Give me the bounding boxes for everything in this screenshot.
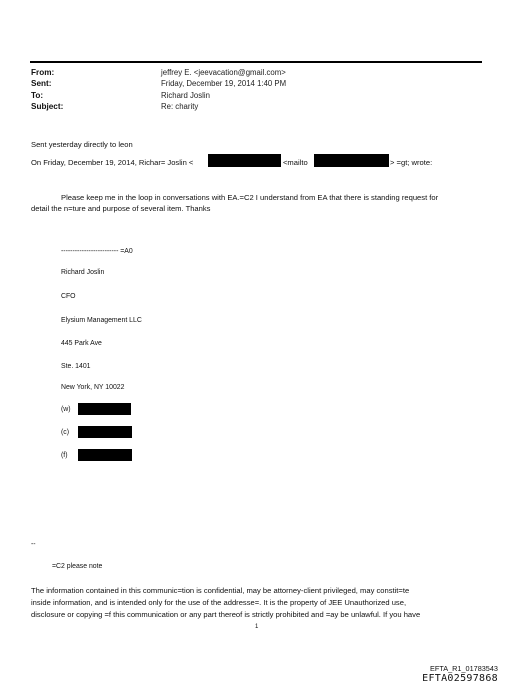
disclaimer-line-3: disclosure or copying =f this communication or any part thereof is strictly prohibited and =ay be unlawful. If you have (31, 610, 421, 619)
redaction-box (78, 403, 131, 415)
sent-value: Friday, December 19, 2014 1:40 PM (161, 79, 287, 88)
signature-name: Richard Joslin (61, 269, 105, 276)
page-number: 1 (255, 624, 259, 630)
cell-phone-label: (c) (61, 429, 70, 436)
efta-id: EFTA02597868 (422, 673, 498, 684)
subject-label: Subject: (31, 102, 64, 111)
fax-label: (f) (61, 452, 68, 459)
subject-value: Re: charity (161, 102, 199, 111)
disclaimer-line-2: inside information, and is intended only for the use of the addresse=. It is the property of JEE Unauthorized use, (31, 598, 407, 607)
message-line-2: detail the n=ture and purpose of several item. Thanks (31, 204, 211, 213)
from-label: From: (31, 68, 55, 77)
to-label: To: (31, 91, 44, 100)
signature-separator: ------------------------- =A0 (61, 248, 133, 255)
disclaimer-line-1: The information contained in this communic=tion is confidential, may be attorney-client privileged, may constit=te (31, 586, 410, 595)
efta-r1-id: EFTA_R1_01783543 (429, 664, 498, 673)
signature-address-line-2: Ste. 1401 (61, 363, 91, 370)
quote-intro-end: > =gt; wrote: (390, 158, 433, 167)
signature-company: Elysium Management LLC (61, 317, 142, 324)
work-phone-label: (w) (61, 406, 71, 413)
redaction-box (208, 154, 281, 167)
redaction-box (78, 426, 132, 438)
signature-address-line-1: 445 Park Ave (61, 340, 102, 347)
quote-intro-start: On Friday, December 19, 2014, Richar= Joslin < (31, 158, 194, 167)
to-value: Richard Joslin (161, 91, 210, 100)
redaction-box (314, 154, 389, 167)
header-rule (30, 61, 482, 63)
redaction-box (78, 449, 132, 461)
message-line-1: Please keep me in the loop in conversations with EA.=C2 I understand from EA that there is standing request for (61, 193, 439, 202)
signature-city: New York, NY 10022 (61, 384, 125, 391)
closing-dash: -- (31, 541, 36, 548)
quote-intro-mailto: <mailto (283, 158, 308, 167)
please-note-text: =C2 please note (52, 563, 103, 570)
sent-label: Sent: (31, 79, 52, 88)
reply-text: Sent yesterday directly to leon (31, 140, 133, 149)
signature-title: CFO (61, 293, 76, 300)
from-value: jeffrey E. <jeevacation@gmail.com> (161, 68, 286, 77)
